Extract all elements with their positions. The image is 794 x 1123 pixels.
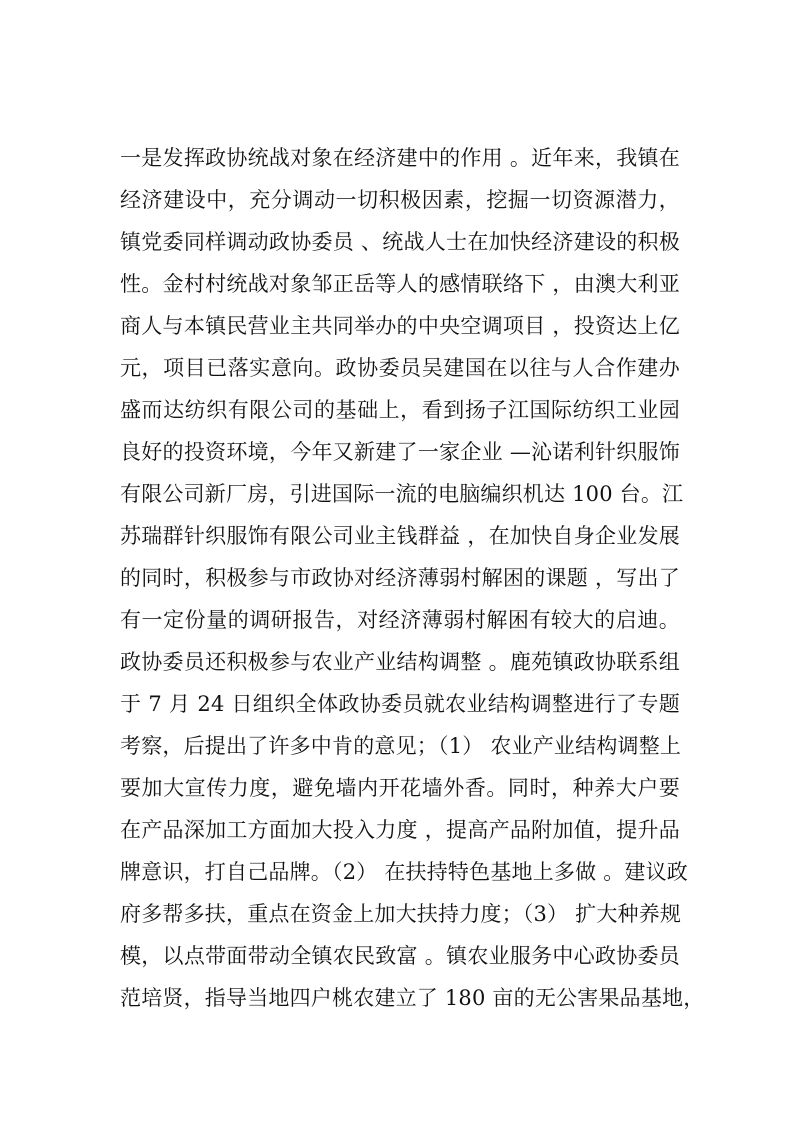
text-line: 范培贤，指导当地四户桃农建立了 180 亩的无公害果品基地， — [120, 986, 705, 1010]
text-line: 有限公司新厂房，引进国际一流的电脑编织机达 100 台。江 — [120, 482, 684, 506]
text-line: 于 7 月 24 日组织全体政协委员就农业结构调整进行了专题 — [120, 692, 680, 716]
text-line: 一是发挥政协统战对象在经济建中的作用 。近年来，我镇在 — [120, 146, 680, 170]
text-line: 元，项目已落实意向。政协委员吴建国在以往与人合作建办 — [120, 356, 680, 380]
text-line: 商人与本镇民营业主共同举办的中央空调项目 ，投资达上亿 — [120, 314, 680, 338]
text-line: 模，以点带面带动全镇农民致富 。镇农业服务中心政协委员 — [120, 944, 680, 968]
text-line: 性。金村村统战对象邹正岳等人的感情联络下 ，由澳大利亚 — [120, 272, 680, 296]
text-line: 经济建设中，充分调动一切积极因素，挖掘一切资源潜力， — [120, 188, 680, 212]
text-line: 的同时，积极参与市政协对经济薄弱村解困的课题 ，写出了 — [120, 566, 680, 590]
text-line: 政协委员还积极参与农业产业结构调整 。鹿苑镇政协联系组 — [120, 650, 680, 674]
text-line: 在产品深加工方面加大投入力度 ，提高产品附加值，提升品 — [120, 818, 680, 842]
text-line: 苏瑞群针织服饰有限公司业主钱群益 ，在加快自身企业发展 — [120, 524, 680, 548]
text-line: 府多帮多扶，重点在资金上加大扶持力度；（3） 扩大种养规 — [120, 902, 682, 926]
text-line: 牌意识，打自己品牌。（2） 在扶持特色基地上多做 。建议政 — [120, 860, 689, 884]
text-line: 有一定份量的调研报告，对经济薄弱村解困有较大的启迪。 — [120, 608, 680, 632]
text-line: 良好的投资环境，今年又新建了一家企业 —沁诺利针织服饰 — [120, 440, 680, 464]
text-line: 要加大宣传力度，避免墙内开花墙外香。同时，种养大户要 — [120, 776, 680, 800]
text-line: 盛而达纺织有限公司的基础上，看到扬子江国际纺织工业园 — [120, 398, 680, 422]
text-line: 镇党委同样调动政协委员 、统战人士在加快经济建设的积极 — [120, 230, 680, 254]
text-line: 考察，后提出了许多中肯的意见；（1） 农业产业结构调整上 — [120, 734, 682, 758]
